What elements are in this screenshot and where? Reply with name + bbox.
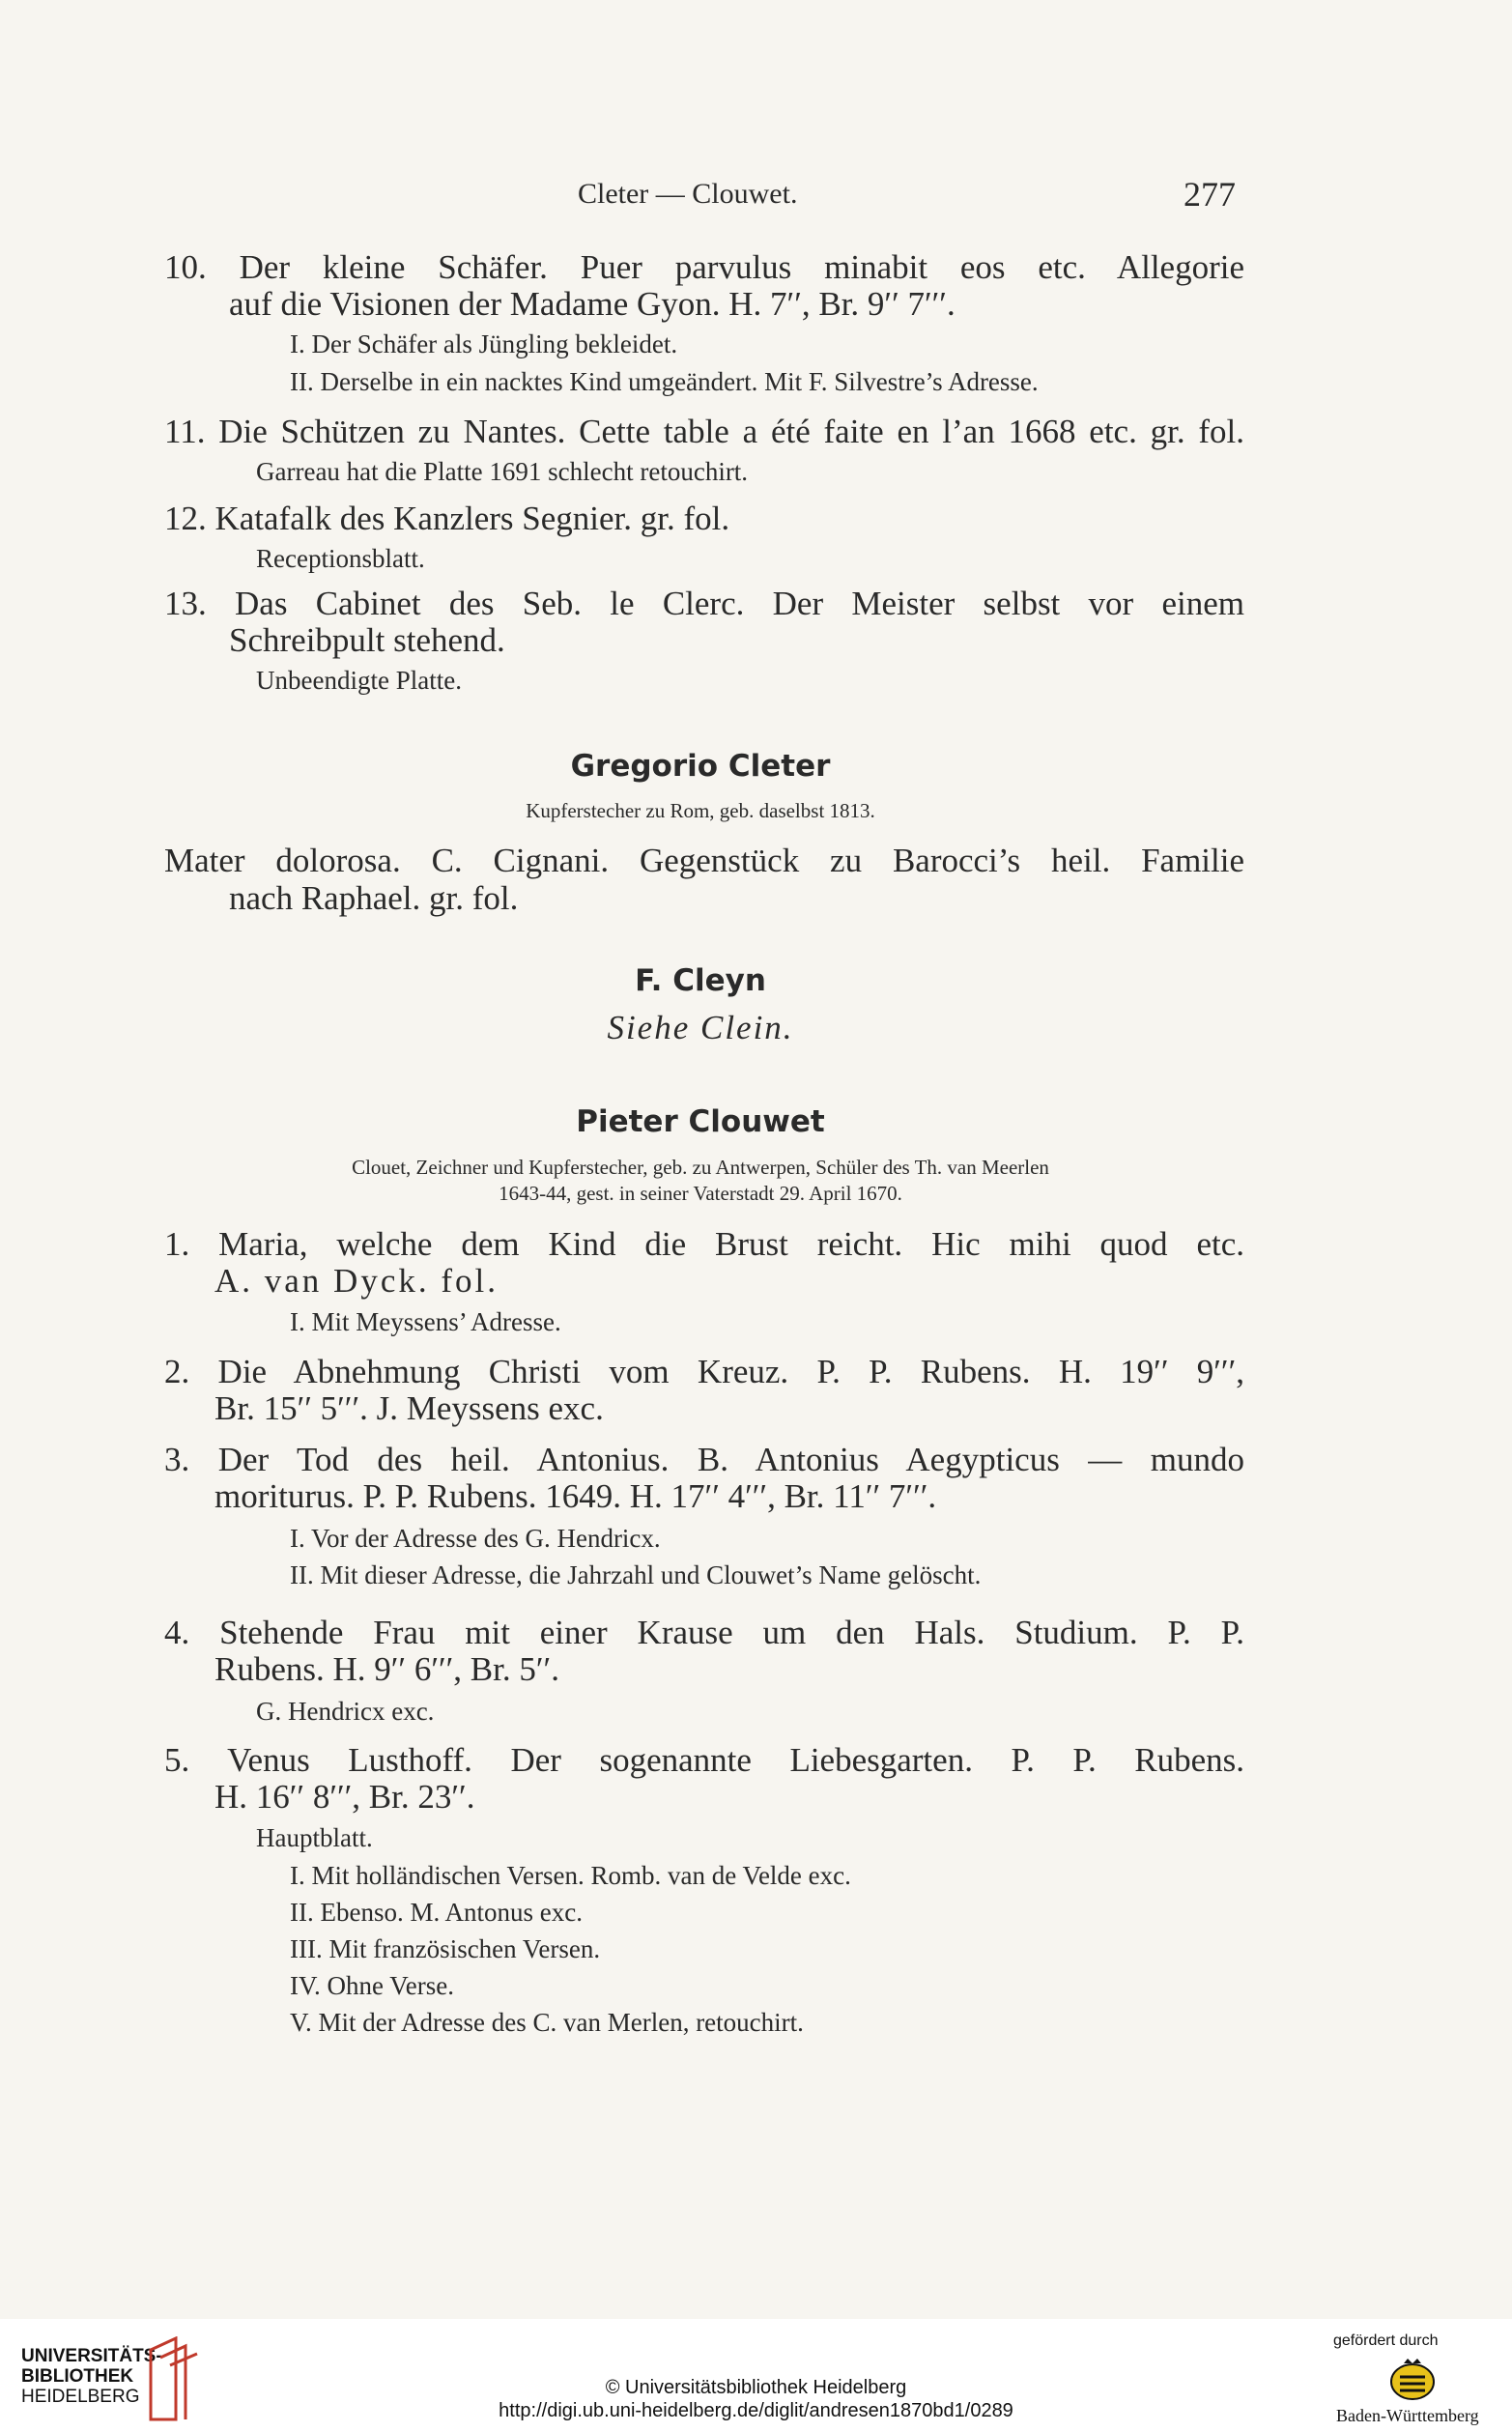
clouwet-entry-4-line2: Rubens. H. 9′′ 6′′′, Br. 5′′. — [214, 1650, 559, 1688]
entry-10-line2: auf die Visionen der Madame Gyon. H. 7′′, Br. 9′′ 7′′′. — [229, 285, 956, 323]
clouwet-entry-4-line1: 4. Stehende Frau mit einer Krause um den Hals. Studium. P. P. — [164, 1614, 1244, 1651]
heading-f-cleyn: F. Cleyn — [635, 963, 766, 998]
permalink[interactable]: http://digi.ub.uni-heidelberg.de/diglit/andresen1870bd1/0289 — [499, 2400, 1013, 2421]
entry-10-line1: 10. Der kleine Schäfer. Puer parvulus minabit eos etc. Allegorie — [164, 248, 1244, 286]
clouwet-entry-3-line1: 3. Der Tod des heil. Antonius. B. Antonius Aegypticus — mundo — [164, 1441, 1244, 1478]
clouwet-entry-3-line2: moriturus. P. P. Rubens. 1649. H. 17′′ 4′′′, Br. 11′′ 7′′′. — [214, 1477, 937, 1515]
clouwet-entry-1-line1: 1. Maria, welche dem Kind die Brust reicht. Hic mihi quod etc. — [164, 1225, 1244, 1263]
clouwet-entry-5-state-4: IV. Ohne Verse. — [290, 1971, 454, 2000]
funded-by-label: gefördert durch — [1333, 2332, 1439, 2349]
entry-11-note: Garreau hat die Platte 1691 schlecht retouchirt. — [256, 457, 749, 486]
entry-13-line2: Schreibpult stehend. — [229, 621, 505, 659]
clouwet-entry-1-state-1: I. Mit Meyssens’ Adresse. — [290, 1307, 561, 1336]
clouwet-entry-5-state-1: I. Mit holländischen Versen. Romb. van de Velde exc. — [290, 1861, 851, 1890]
entry-12-note: Receptionsblatt. — [256, 544, 425, 573]
funder-name: Baden-Württemberg — [1336, 2406, 1479, 2425]
entry-10-state-1: I. Der Schäfer als Jüngling bekleidet. — [290, 329, 678, 358]
state-seal-icon — [1388, 2356, 1437, 2404]
clouwet-entry-2-line1: 2. Die Abnehmung Christi vom Kreuz. P. P. Rubens. H. 19′′ 9′′′, — [164, 1353, 1244, 1390]
footer-bar — [0, 2319, 1512, 2432]
entry-12-line1: 12. Katafalk des Kanzlers Segnier. gr. fol. — [164, 500, 730, 537]
cleter-entry-line1: Mater dolorosa. C. Cignani. Gegenstück zu Barocci’s heil. Familie — [164, 842, 1244, 879]
clouwet-entry-3-state-1: I. Vor der Adresse des G. Hendricx. — [290, 1524, 661, 1553]
heading-gregorio-cleter: Gregorio Cleter — [570, 749, 831, 784]
library-line-3: HEIDELBERG — [21, 2387, 140, 2407]
copyright-notice: © Universitätsbibliothek Heidelberg — [605, 2377, 907, 2398]
entry-13-note: Unbeendigte Platte. — [256, 666, 462, 695]
clouwet-entry-5-state-5: V. Mit der Adresse des C. van Merlen, retouchirt. — [290, 2008, 804, 2037]
library-line-1: UNIVERSITÄTS- — [21, 2346, 162, 2366]
entry-13-line1: 13. Das Cabinet des Seb. le Clerc. Der Meister selbst vor einem — [164, 585, 1244, 622]
page-number: 277 — [1184, 175, 1236, 214]
clouwet-entry-2-line2: Br. 15′′ 5′′′. J. Meyssens exc. — [214, 1389, 604, 1427]
entry-11-line1: 11. Die Schützen zu Nantes. Cette table a été faite en l’an 1668 etc. gr. fol. — [164, 413, 1244, 450]
entry-10-state-2: II. Derselbe in ein nacktes Kind umgeändert. Mit F. Silvestre’s Adresse. — [290, 367, 1039, 396]
clouwet-entry-4-note: G. Hendricx exc. — [256, 1697, 435, 1726]
library-line-2: BIBLIOTHEK — [21, 2366, 134, 2387]
clouwet-bio-line1: Clouet, Zeichner und Kupferstecher, geb. zu Antwerpen, Schüler des Th. van Meerlen — [352, 1156, 1049, 1179]
cleyn-cross-reference: Siehe Clein. — [607, 1009, 794, 1046]
clouwet-bio-line2: 1643-44, gest. in seiner Vaterstadt 29. April 1670. — [499, 1182, 902, 1205]
clouwet-entry-5-state-2: II. Ebenso. M. Antonus exc. — [290, 1898, 583, 1927]
cleter-entry-line2: nach Raphael. gr. fol. — [229, 879, 519, 917]
running-header: Cleter — Clouwet. — [578, 178, 798, 210]
heading-pieter-clouwet: Pieter Clouwet — [576, 1104, 825, 1139]
cleter-bio: Kupferstecher zu Rom, geb. daselbst 1813. — [526, 799, 875, 822]
clouwet-entry-3-state-2: II. Mit dieser Adresse, die Jahrzahl und Clouwet’s Name gelöscht. — [290, 1560, 982, 1589]
clouwet-entry-5-note: Hauptblatt. — [256, 1823, 373, 1852]
clouwet-entry-5-line2: H. 16′′ 8′′′, Br. 23′′. — [214, 1778, 475, 1816]
clouwet-entry-1-line2: A. van Dyck. fol. — [214, 1262, 499, 1300]
clouwet-entry-5-state-3: III. Mit französischen Versen. — [290, 1934, 601, 1963]
clouwet-entry-5-line1: 5. Venus Lusthoff. Der sogenannte Liebesgarten. P. P. Rubens. — [164, 1741, 1244, 1779]
